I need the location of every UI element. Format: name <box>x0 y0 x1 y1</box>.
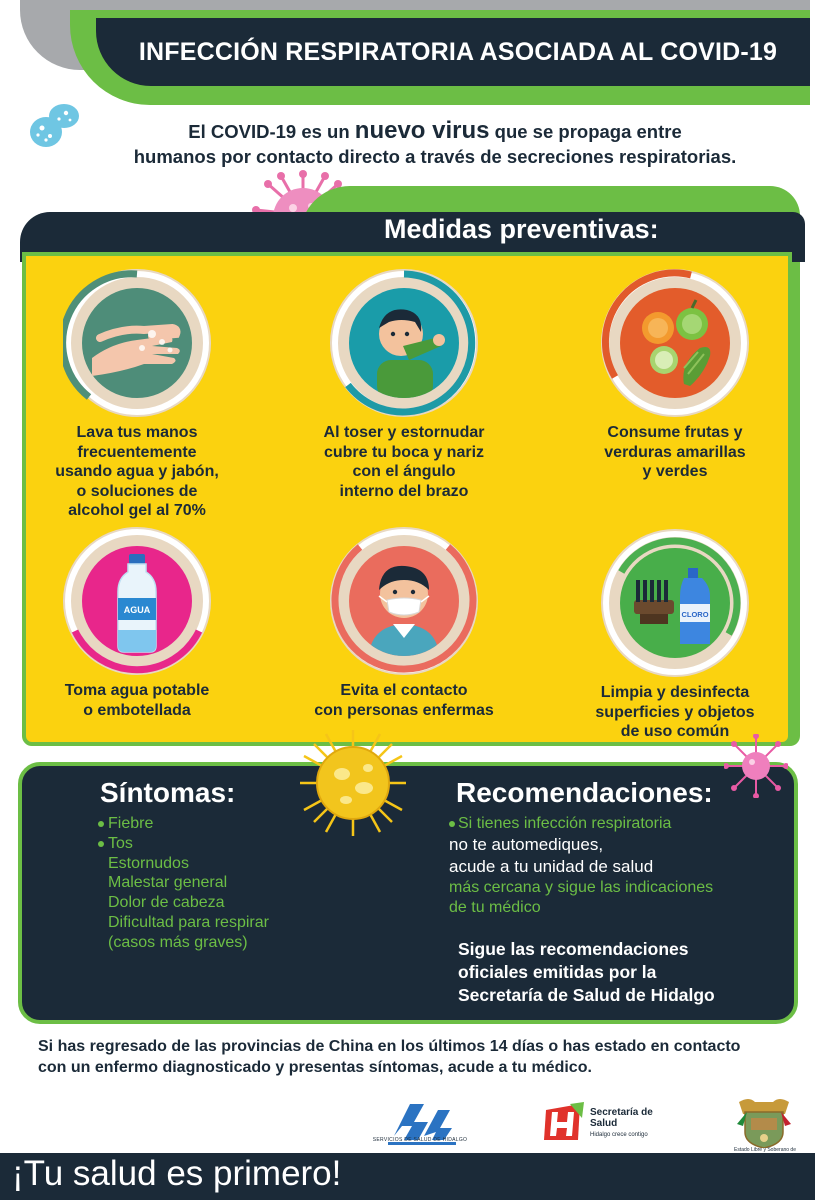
symptom-item: Fiebre <box>96 814 269 834</box>
intro-text <box>90 118 780 169</box>
symptom-item: Malestar general <box>108 874 228 892</box>
cough-elbow-icon <box>349 288 459 398</box>
fruits-vegetables-text: Consume frutas y verduras amarillas y verdes <box>604 424 746 480</box>
symptom-item: Tos <box>96 834 269 854</box>
face-mask-icon <box>349 546 459 656</box>
recommendation-line: no te automediques, <box>449 835 604 854</box>
hidalgo-shield-text: Estado Libre y Soberano de <box>734 1147 796 1153</box>
hidalgo-shield-icon <box>733 1094 795 1148</box>
fruits-vegetables-badge <box>601 269 749 417</box>
recommendation-line: acude a tu unidad de salud <box>449 857 654 876</box>
intro-highlight: nuevo virus <box>354 117 490 144</box>
cleaning-bottle-label: CLORO <box>681 610 709 619</box>
symptoms-title: Síntomas: <box>100 777 236 808</box>
cleaning-supplies-badge <box>601 529 749 677</box>
secretaria-salud-logo-icon <box>540 1100 586 1144</box>
recommendations-title: Recomendaciones: <box>456 777 713 808</box>
preventive-item-cleaning <box>555 529 795 742</box>
hand-washing-text: Lava tus manos frecuentemente usando agua y jabón, o soluciones de alcohol gel al 70% <box>55 424 219 519</box>
symptom-item: Estornudos <box>108 854 189 872</box>
water-bottle-badge <box>63 527 211 675</box>
secretaria-logo-line1: Secretaría de <box>590 1107 653 1118</box>
secretaria-logo-slogan: Hidalgo crece contigo <box>590 1132 648 1138</box>
header-banner <box>96 18 810 86</box>
cough-elbow-text: Al toser y estornudar cubre tu boca y nariz con el ángulo interno del brazo <box>323 424 485 500</box>
cough-elbow-badge <box>330 269 478 417</box>
water-bottle-label: AGUA <box>123 605 151 615</box>
recommendation-line: más cercana y sigue las indicaciones <box>449 879 714 896</box>
cleaning-supplies-icon <box>620 548 730 658</box>
intro-line2: humanos por contacto directo a través de secreciones respiratorias. <box>133 146 737 167</box>
symptom-item: Dificultad para respirar <box>108 913 269 931</box>
preventive-item-cough-elbow <box>284 269 524 501</box>
virus-blue-icon <box>28 100 86 152</box>
travel-warning: Si has regresado de las provincias de China en los últimos 14 días o has estado en contacto con un enfermo diagnosticado y presentas síntomas, acude a tu médico. <box>38 1038 741 1076</box>
footer-slogan: ¡Tu salud es primero! <box>12 1154 342 1193</box>
preventive-item-avoid-contact <box>284 527 524 720</box>
preventive-item-fruits-vegetables <box>555 269 795 482</box>
water-text: Toma agua potable o embotellada <box>64 682 210 719</box>
symptom-item: (casos más graves) <box>108 933 248 951</box>
fruits-vegetables-icon <box>620 288 730 398</box>
intro-part2: que se propaga entre <box>489 121 682 142</box>
water-bottle-icon <box>82 546 192 656</box>
ssh-logo-text: SERVICIOS DE SALUD DE HIDALGO <box>372 1137 468 1143</box>
page-title: INFECCIÓN RESPIRATORIA ASOCIADA AL COVID-19 <box>138 37 778 66</box>
virus-yellow-icon <box>296 726 410 840</box>
face-mask-badge <box>330 527 478 675</box>
virus-pink-small-icon <box>724 734 788 798</box>
recommendations-text <box>449 814 779 918</box>
recommendation-line: de tu médico <box>449 899 541 916</box>
preventive-title: Medidas preventivas: <box>384 214 659 244</box>
avoid-contact-text: Evita el contacto con personas enfermas <box>314 682 494 719</box>
hand-washing-badge <box>63 269 211 417</box>
intro-part1: El COVID-19 es un <box>188 121 355 142</box>
symptoms-list <box>96 814 269 953</box>
symptom-item: Dolor de cabeza <box>108 894 225 912</box>
preventive-item-water <box>17 527 257 720</box>
hand-washing-icon <box>82 288 192 398</box>
recommendation-line: Si tienes infección respiratoria <box>449 814 779 834</box>
preventive-item-hand-washing <box>17 269 257 521</box>
secretaria-logo-line2: Salud <box>590 1118 618 1129</box>
cleaning-text: Limpia y desinfecta superficies y objetos de uso común <box>595 684 755 740</box>
official-recommendations-note: Sigue las recomendaciones oficiales emitidas por la Secretaría de Salud de Hidalgo <box>458 939 715 1005</box>
